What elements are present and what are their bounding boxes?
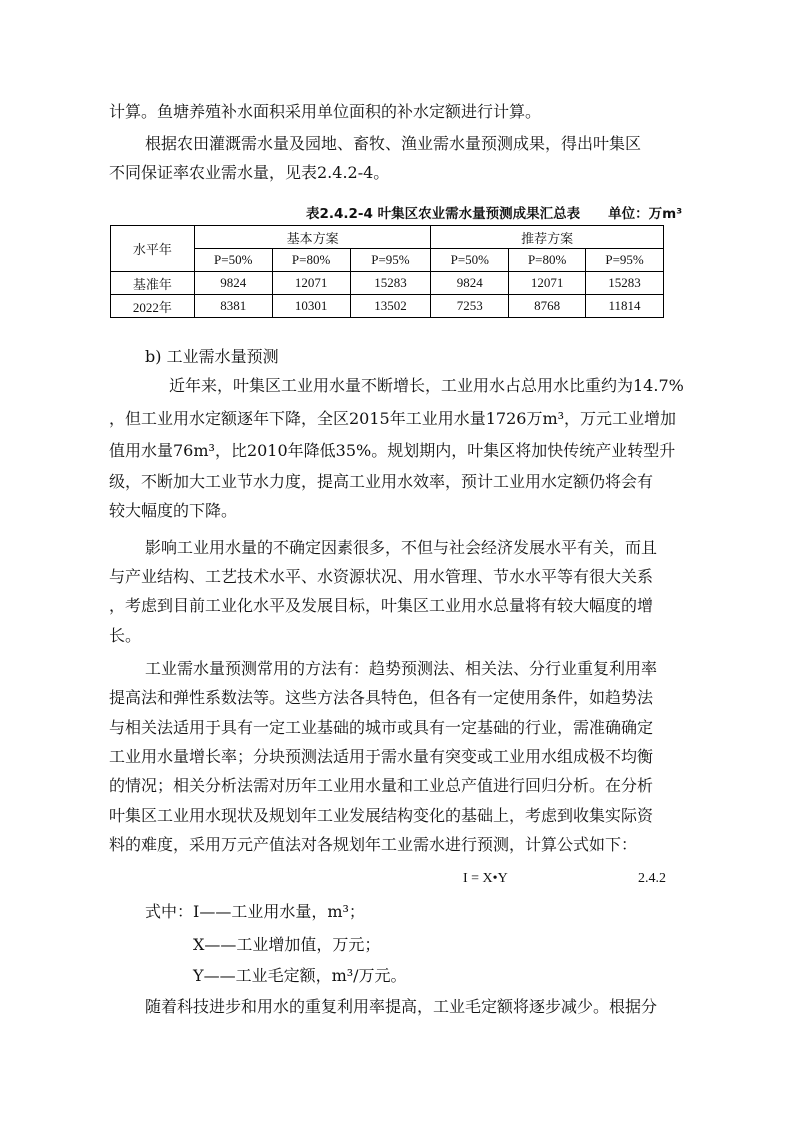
formula-number: 2.4.2 <box>638 871 666 886</box>
table-cell: 13502 <box>350 295 431 318</box>
text-line: 不同保证率农业需水量，见表2.4.2-4。 <box>109 163 390 182</box>
table-cell: 15283 <box>350 272 431 295</box>
table-row <box>111 272 664 295</box>
text-line: 计算。鱼塘养殖补水面积采用单位面积的补水定额进行计算。 <box>109 102 542 121</box>
text-line: 随着科技进步和用水的重复利用率提高，工业毛定额将逐步减少。根据分 <box>145 997 658 1016</box>
row-label: 基准年 <box>111 272 195 295</box>
table-cell: 12071 <box>272 272 350 295</box>
table-row <box>111 295 664 318</box>
sub-header: P=95% <box>350 249 431 272</box>
text-line: 工业需水量预测常用的方法有：趋势预测法、相关法、分行业重复利用率 <box>145 659 658 678</box>
table-unit: 单位：万m³ <box>608 206 683 222</box>
table-cell: 9824 <box>431 272 509 295</box>
group-header-recommended: 推荐方案 <box>431 226 664 249</box>
sub-header: P=50% <box>194 249 272 272</box>
text-line: 根据农田灌溉需水量及园地、畜牧、渔业需水量预测成果，得出叶集区 <box>145 134 642 153</box>
row-header-cell: 水平年 <box>111 226 195 272</box>
definition-line: Y——工业毛定额，m³/万元。 <box>193 966 407 985</box>
agri-water-demand-table <box>110 225 664 318</box>
text-line: ，考虑到目前工业化水平及发展目标，叶集区工业用水总量将有较大幅度的增 <box>109 596 654 615</box>
sub-header: P=80% <box>509 249 586 272</box>
text-line: 级，不断加大工业节水力度，提高工业用水效率，预计工业用水定额仍将会有 <box>109 472 654 491</box>
text-line: 较大幅度的下降。 <box>109 501 238 520</box>
text-line: 长。 <box>109 626 142 645</box>
text-line: 近年来，叶集区工业用水量不断增长，工业用水占总用水比重约为14.7% <box>169 376 684 395</box>
text-line: 的情况；相关分析法需对历年工业用水量和工业总产值进行回归分析。在分析 <box>109 776 654 795</box>
sub-header: P=95% <box>586 249 664 272</box>
definition-line: X——工业增加值，万元； <box>193 935 381 954</box>
sub-header: P=50% <box>431 249 509 272</box>
table-cell: 7253 <box>431 295 509 318</box>
text-line: 影响工业用水量的不确定因素很多，不但与社会经济发展水平有关，而且 <box>145 538 658 557</box>
group-header-basic: 基本方案 <box>194 226 431 249</box>
text-line: 叶集区工业用水现状及规划年工业发展结构变化的基础上，考虑到收集实际资 <box>109 806 654 825</box>
sub-header: P=80% <box>272 249 350 272</box>
table-cell: 9824 <box>194 272 272 295</box>
formula: I = X•Y <box>463 871 508 886</box>
table-caption <box>306 202 682 222</box>
table-cell: 11814 <box>586 295 664 318</box>
definition-line: 式中：I——工业用水量，m³； <box>145 902 365 921</box>
row-label: 2022年 <box>111 295 195 318</box>
text-line: 与产业结构、工艺技术水平、水资源状况、用水管理、节水水平等有很大关系 <box>109 567 654 586</box>
table-cell: 12071 <box>509 272 586 295</box>
text-line: ，但工业用水定额逐年下降，全区2015年工业用水量1726万m³，万元工业增加 <box>109 409 677 428</box>
text-line: 料的难度，采用万元产值法对各规划年工业需水进行预测，计算公式如下： <box>109 835 638 854</box>
text-line: 工业用水量增长率；分块预测法适用于需水量有突变或工业用水组成极不均衡 <box>109 747 654 766</box>
table-cell: 10301 <box>272 295 350 318</box>
text-line: 值用水量76m³，比2010年降低35%。规划期内，叶集区将加快传统产业转型升 <box>109 441 676 460</box>
table-cell: 8768 <box>509 295 586 318</box>
text-line: 提高法和弹性系数法等。这些方法各具特色，但各有一定使用条件，如趋势法 <box>109 688 654 707</box>
table-cell: 8381 <box>194 295 272 318</box>
table-title: 表2.4.2-4 叶集区农业需水量预测成果汇总表 <box>306 206 581 222</box>
section-heading: b) 工业需水量预测 <box>145 347 279 366</box>
text-line: 与相关法适用于具有一定工业基础的城市或具有一定基础的行业，需准确确定 <box>109 718 654 737</box>
table-cell: 15283 <box>586 272 664 295</box>
